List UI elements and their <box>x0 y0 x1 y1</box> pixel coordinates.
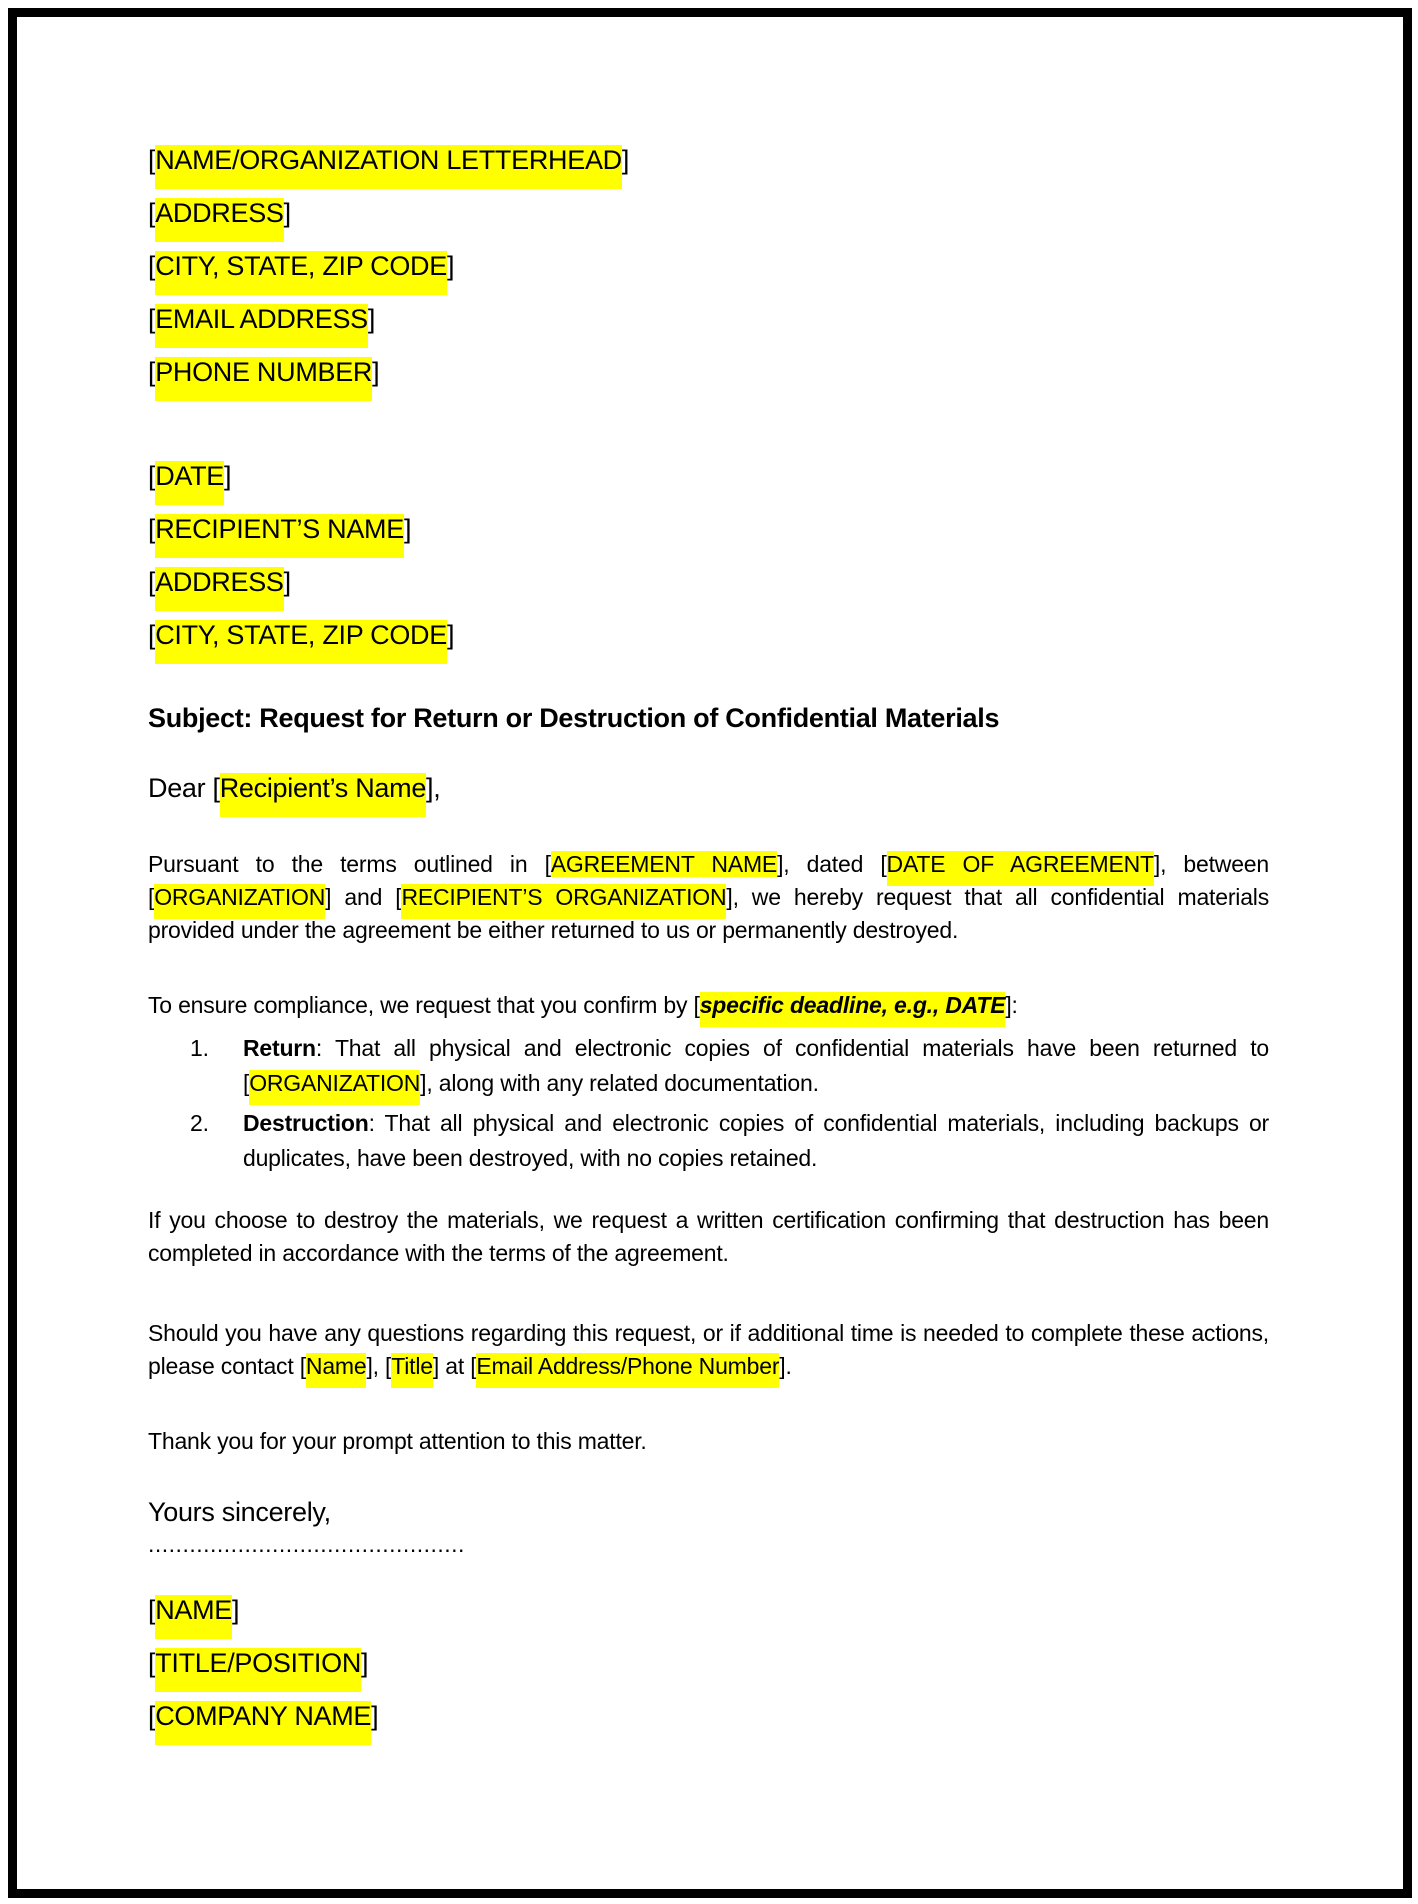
signature-block <box>148 1592 1269 1751</box>
text-run: To ensure compliance, we request that you confirm by [ <box>148 992 700 1018</box>
text-run: Pursuant to the terms outlined in [ <box>148 851 551 877</box>
text-run: ] <box>367 304 376 334</box>
text-run: ] <box>403 514 412 544</box>
placeholder-highlight: DATE OF AGREEMENT <box>887 851 1154 886</box>
letter-content <box>17 17 1403 1889</box>
text-run: ], [ <box>366 1353 392 1379</box>
letterhead-line <box>148 248 1269 284</box>
placeholder-highlight: NAME/ORGANIZATION LETTERHEAD <box>155 145 622 189</box>
placeholder-highlight: RECIPIENT’S ORGANIZATION <box>401 884 726 919</box>
placeholder-highlight: ADDRESS <box>155 567 283 611</box>
text-run: [ <box>148 1648 156 1678</box>
text-run: ]. <box>779 1353 792 1379</box>
letterhead-line <box>148 301 1269 337</box>
text-run: ] <box>283 198 291 228</box>
list-item-number: 1. <box>190 1035 209 1061</box>
placeholder-highlight: ORGANIZATION <box>249 1070 420 1105</box>
text-run: ] <box>446 251 455 281</box>
text-run: [ <box>148 145 156 175</box>
text-run: [ <box>148 567 156 597</box>
subject-line <box>148 700 1269 736</box>
list-item <box>148 1106 1269 1176</box>
text-run: ] <box>371 1701 379 1731</box>
placeholder-highlight: EMAIL ADDRESS <box>155 304 368 348</box>
list-item <box>148 1031 1269 1101</box>
placeholder-highlight: Email Address/Phone Number <box>476 1353 779 1388</box>
text-run: Return <box>243 1035 316 1061</box>
letter-page <box>8 8 1412 1898</box>
recipient-line <box>148 458 1269 494</box>
placeholder-highlight: specific deadline, e.g., DATE <box>700 992 1006 1027</box>
placeholder-highlight: DATE <box>155 461 224 505</box>
body-paragraph <box>148 848 1269 947</box>
text-run: : That all physical and electronic copies of confidential materials have been returned to [ <box>243 1035 1269 1096</box>
letterhead-line <box>148 354 1269 390</box>
body-paragraph <box>148 989 1269 1022</box>
text-run: ], along with any related documentation. <box>420 1070 819 1096</box>
signature-line <box>148 1592 1269 1628</box>
recipient-line <box>148 511 1269 547</box>
text-run: ], between [ <box>148 851 1269 910</box>
text-run: Thank you for your prompt attention to this matter. <box>148 1428 647 1454</box>
body-paragraph <box>148 1425 1269 1458</box>
letterhead-line <box>148 195 1269 231</box>
recipient-line <box>148 564 1269 600</box>
placeholder-highlight: RECIPIENT’S NAME <box>155 514 404 558</box>
recipient-line <box>148 617 1269 653</box>
text-run: ] and [ <box>325 884 402 910</box>
text-run: Dear [ <box>148 773 220 803</box>
text-run: [ <box>148 198 156 228</box>
placeholder-highlight: TITLE/POSITION <box>155 1648 361 1692</box>
placeholder-highlight: ORGANIZATION <box>154 884 325 919</box>
body-paragraph <box>148 1317 1269 1383</box>
numbered-list <box>148 1031 1269 1176</box>
placeholder-highlight: Name <box>306 1353 367 1388</box>
blank-line <box>148 407 1269 458</box>
placeholder-highlight: ADDRESS <box>155 198 283 242</box>
placeholder-highlight: CITY, STATE, ZIP CODE <box>155 620 447 664</box>
letter-body <box>148 806 1269 1458</box>
text-run: [ <box>148 357 156 387</box>
text-run: [ <box>148 251 156 281</box>
placeholder-highlight: Recipient’s Name <box>220 773 426 817</box>
placeholder-highlight: PHONE NUMBER <box>155 357 372 401</box>
text-run: Yours sincerely, <box>148 1497 331 1527</box>
text-run: [ <box>148 1595 156 1625</box>
text-run: ]: <box>1005 992 1018 1018</box>
text-run: ] <box>372 357 380 387</box>
text-run: If you choose to destroy the materials, we request a written certification confirming that destruction has been completed in accordance with the terms of the agreement. <box>148 1207 1269 1266</box>
text-run: ] <box>283 567 291 597</box>
signature-line <box>148 1645 1269 1681</box>
body-paragraph <box>148 1204 1269 1270</box>
text-run: [ <box>148 304 156 334</box>
placeholder-highlight: NAME <box>155 1595 232 1639</box>
letterhead-block <box>148 142 1269 407</box>
text-run: ], <box>426 773 441 803</box>
text-run: ] <box>224 461 232 491</box>
text-run: [ <box>148 620 156 650</box>
text-run: Should you have any questions regarding this request, or if additional time is needed to complete these actions, please contact [ <box>148 1320 1269 1379</box>
placeholder-highlight: AGREEMENT NAME <box>550 851 778 877</box>
text-run: ] <box>621 145 630 175</box>
letterhead-line <box>148 142 1269 178</box>
text-run: ] at [ <box>432 1353 477 1379</box>
signature-line <box>148 1698 1269 1734</box>
placeholder-highlight: CITY, STATE, ZIP CODE <box>155 251 447 295</box>
text-run: [ <box>148 1701 156 1731</box>
text-run: Destruction <box>243 1110 369 1136</box>
text-run: ] <box>232 1595 240 1625</box>
closing-line <box>148 1494 1269 1530</box>
text-run: ] <box>361 1648 369 1678</box>
text-run: [ <box>148 461 156 491</box>
text-run: ] <box>446 620 455 650</box>
list-item-number: 2. <box>190 1110 209 1136</box>
placeholder-highlight: Title <box>391 1353 433 1388</box>
salutation-line <box>148 770 1269 806</box>
text-run: [ <box>148 514 156 544</box>
recipient-address-block <box>148 458 1269 670</box>
placeholder-highlight: COMPANY NAME <box>155 1701 371 1745</box>
signature-dotted-line: .............................................. <box>148 1531 465 1557</box>
text-run: ], we hereby request that all confidential materials provided under the agreement be either returned to us or permanently destroyed. <box>148 884 1269 943</box>
text-run: : That all physical and electronic copies of confidential materials, including backups or duplicates, have been destroyed, with no copies retained. <box>243 1110 1269 1171</box>
text-run: ], dated [ <box>777 851 887 877</box>
text-run: Subject: Request for Return or Destruction of Confidential Materials <box>148 703 1000 733</box>
